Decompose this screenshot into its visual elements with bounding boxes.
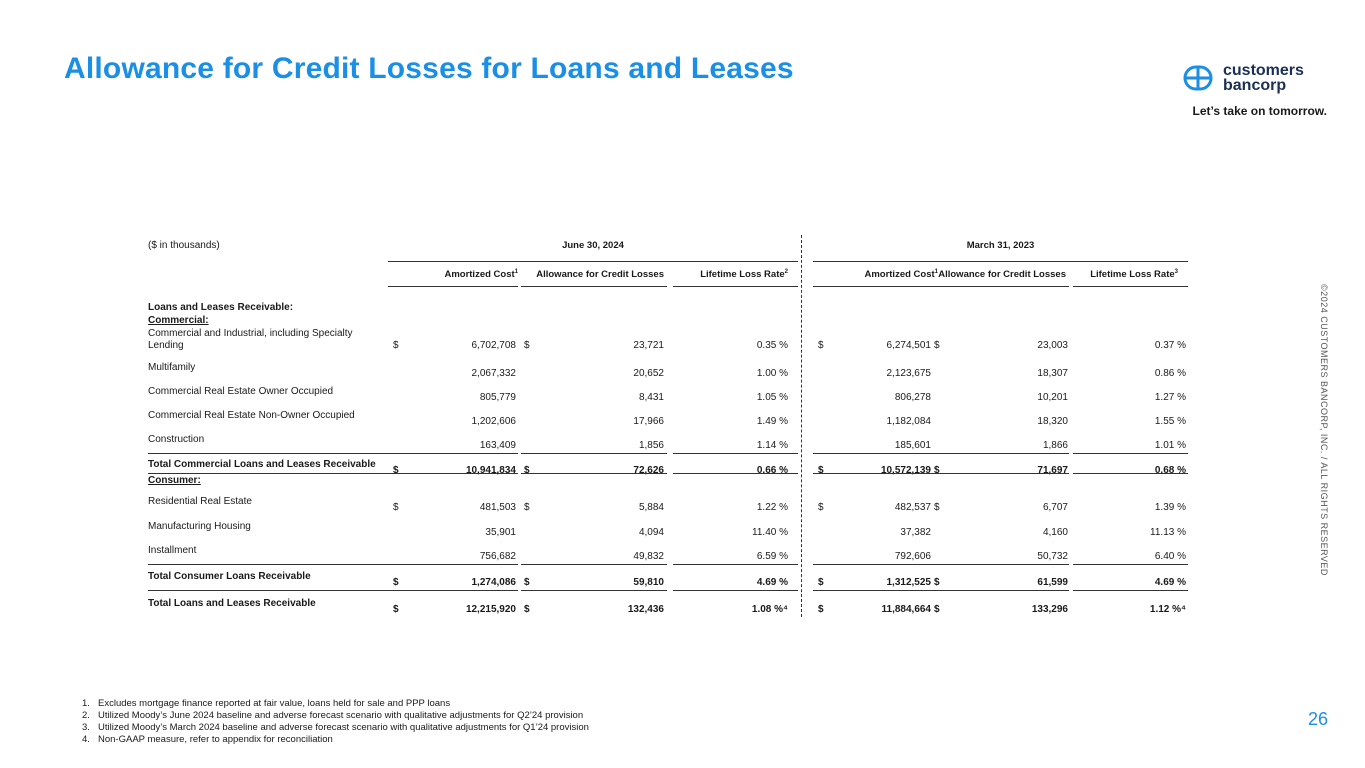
row-label: Total Commercial Loans and Leases Receivable <box>148 459 376 470</box>
cell-acl2: 133,296 <box>1031 604 1068 615</box>
cell-ac2: 2,123,675 <box>886 368 931 379</box>
cell-rate2: 1.55 % <box>1154 416 1186 427</box>
row-rule <box>813 590 938 591</box>
cell-acl1: 23,721 <box>633 340 664 351</box>
tagline: Let’s take on tomorrow. <box>1192 104 1327 118</box>
dollar-sign: $ <box>818 577 824 588</box>
cell-ac2: 11,884,664 <box>881 604 931 615</box>
header-rule <box>388 261 798 262</box>
row-rule <box>673 590 798 591</box>
footnote: 1. Excludes mortgage finance reported at fair value, loans held for sale and PPP loans <box>82 698 451 709</box>
dollar-sign: $ <box>393 577 399 588</box>
row-rule <box>1073 590 1188 591</box>
brand-logo <box>1183 63 1304 93</box>
col-amortized-cost-2: Amortized Cost$^1$ <box>864 269 938 281</box>
cell-ac1: 12,215,920 <box>465 604 516 615</box>
cell-rate2: 0.68 % <box>1154 465 1186 476</box>
row-rule <box>931 564 1069 565</box>
col-loss-rate-1: Lifetime Loss Rate$^2$ <box>700 269 788 281</box>
row-rule <box>931 453 1069 454</box>
dollar-sign: $ <box>934 340 940 351</box>
col-allowance-1: Allowance for Credit Losses <box>536 269 664 280</box>
dollar-sign: $ <box>524 340 530 351</box>
row-rule <box>1073 473 1188 474</box>
footnote: 4. Non-GAAP measure, refer to appendix for reconciliation <box>82 734 333 745</box>
cell-ac2: 792,606 <box>894 551 931 562</box>
row-rule <box>1073 564 1188 565</box>
footnote: 3. Utilized Moody’s March 2024 baseline and adverse forecast scenario with qualitative adjustments for Q1’24 provision <box>82 722 589 733</box>
cell-rate2: 4.69 % <box>1154 577 1186 588</box>
cell-rate1: 4.69 % <box>756 577 788 588</box>
row-rule <box>673 564 798 565</box>
dollar-sign: $ <box>818 465 824 476</box>
commercial-header: Commercial: <box>148 315 209 326</box>
cell-ac1: 805,779 <box>479 392 516 403</box>
cell-ac1: 1,202,606 <box>471 416 516 427</box>
cell-rate2: 1.12 %⁴ <box>1149 604 1186 615</box>
cell-ac2: 6,274,501 <box>886 340 931 351</box>
period2-header: March 31, 2023 <box>966 240 1035 251</box>
dollar-sign: $ <box>934 604 940 615</box>
cell-rate2: 1.39 % <box>1154 502 1186 513</box>
header-rule <box>813 261 1188 262</box>
footnote: 2. Utilized Moody’s June 2024 baseline and adverse forecast scenario with qualitative adjustments for Q2’24 provision <box>82 710 584 721</box>
cell-ac1: 10,941,834 <box>465 465 516 476</box>
brand-name-line2: bancorp <box>1223 77 1287 94</box>
cell-rate1: 6.59 % <box>756 551 788 562</box>
cell-rate1: 1.49 % <box>756 416 788 427</box>
header-rule <box>931 286 1069 287</box>
dollar-sign: $ <box>393 340 399 351</box>
cell-ac2: 1,182,084 <box>886 416 931 427</box>
row-rule <box>931 473 1069 474</box>
cell-ac2: 185,601 <box>894 440 931 451</box>
header-rule <box>673 286 798 287</box>
page-title: Allowance for Credit Losses for Loans and Leases <box>64 52 794 85</box>
cell-rate1: 1.14 % <box>756 440 788 451</box>
row-rule <box>813 473 938 474</box>
cell-acl1: 59,810 <box>633 577 664 588</box>
header-rule <box>813 286 938 287</box>
cell-rate2: 6.40 % <box>1154 551 1186 562</box>
cell-acl2: 71,697 <box>1037 465 1068 476</box>
row-rule <box>521 473 667 474</box>
cell-acl1: 132,436 <box>627 604 664 615</box>
cell-acl2: 4,160 <box>1042 527 1068 538</box>
header-rule <box>521 286 667 287</box>
row-rule <box>521 564 667 565</box>
row-label: Multifamily <box>148 362 196 373</box>
footnotes <box>82 698 589 746</box>
cell-rate2: 0.86 % <box>1154 368 1186 379</box>
cell-rate2: 0.37 % <box>1154 340 1186 351</box>
cell-ac2: 1,312,525 <box>886 577 931 588</box>
header-rule <box>1073 286 1188 287</box>
row-label: Construction <box>148 434 205 445</box>
section-header: Loans and Leases Receivable: <box>148 302 294 313</box>
cell-rate1: 1.08 %⁴ <box>751 604 788 615</box>
cell-acl1: 20,652 <box>633 368 664 379</box>
cell-acl1: 72,626 <box>633 465 664 476</box>
cell-ac1: 163,409 <box>479 440 516 451</box>
row-rule <box>148 473 518 474</box>
cell-acl1: 5,884 <box>638 502 664 513</box>
row-label: Commercial Real Estate Owner Occupied <box>148 386 334 397</box>
dollar-sign: $ <box>393 502 399 513</box>
row-rule <box>673 453 798 454</box>
cell-acl2: 10,201 <box>1037 392 1068 403</box>
cell-rate1: 0.66 % <box>756 465 788 476</box>
dollar-sign: $ <box>818 340 824 351</box>
brand-logo-icon <box>1183 63 1213 93</box>
dollar-sign: $ <box>393 465 399 476</box>
dollar-sign: $ <box>393 604 399 615</box>
dollar-sign: $ <box>934 502 940 513</box>
cell-rate2: 11.13 % <box>1150 527 1186 538</box>
row-rule <box>813 453 938 454</box>
cell-acl1: 8,431 <box>638 392 664 403</box>
row-label: Manufacturing Housing <box>148 521 251 532</box>
row-label: Commercial and Industrial, including Specialty Lending <box>148 328 353 351</box>
dollar-sign: $ <box>524 502 530 513</box>
row-rule <box>931 590 1069 591</box>
cell-ac1: 2,067,332 <box>471 368 516 379</box>
dollar-sign: $ <box>934 465 940 476</box>
row-rule <box>148 453 518 454</box>
cell-acl2: 23,003 <box>1037 340 1068 351</box>
dollar-sign: $ <box>818 502 824 513</box>
row-label: Residential Real Estate <box>148 496 252 507</box>
cell-ac1: 35,901 <box>485 527 516 538</box>
cell-acl2: 6,707 <box>1042 502 1068 513</box>
cell-acl1: 4,094 <box>638 527 664 538</box>
cell-rate2: 1.01 % <box>1154 440 1186 451</box>
brand-name-line1: customers <box>1223 62 1304 79</box>
row-rule <box>148 590 518 591</box>
row-rule <box>148 564 518 565</box>
cell-rate1: 1.05 % <box>756 392 788 403</box>
row-label: Commercial Real Estate Non-Owner Occupied <box>148 410 355 421</box>
cell-acl2: 50,732 <box>1037 551 1068 562</box>
cell-ac2: 10,572,139 <box>880 465 931 476</box>
cell-ac2: 806,278 <box>894 392 931 403</box>
cell-acl2: 61,599 <box>1037 577 1068 588</box>
cell-acl1: 49,832 <box>633 551 664 562</box>
col-loss-rate-2: Lifetime Loss Rate$^3$ <box>1090 269 1178 281</box>
col-allowance-2: Allowance for Credit Losses <box>938 269 1066 280</box>
cell-rate1: 1.22 % <box>756 502 788 513</box>
cell-acl1: 1,856 <box>638 440 664 451</box>
copyright-text: ©2024 CUSTOMERS BANCORP, INC. / ALL RIGHTS RESERVED <box>1319 284 1329 576</box>
row-rule <box>813 564 938 565</box>
header-rule <box>388 286 518 287</box>
cell-ac1: 756,682 <box>479 551 516 562</box>
cell-rate2: 1.27 % <box>1154 392 1186 403</box>
cell-rate1: 11.40 % <box>752 527 788 538</box>
row-rule <box>521 590 667 591</box>
cell-ac1: 1,274,086 <box>471 577 516 588</box>
dollar-sign: $ <box>934 577 940 588</box>
row-label: Installment <box>148 545 197 556</box>
row-rule <box>521 453 667 454</box>
dollar-sign: $ <box>818 604 824 615</box>
period1-header: June 30, 2024 <box>562 240 624 251</box>
cell-ac1: 481,503 <box>479 502 516 513</box>
row-rule <box>1073 453 1188 454</box>
cell-rate1: 1.00 % <box>756 368 788 379</box>
cell-acl2: 18,307 <box>1037 368 1068 379</box>
cell-rate1: 0.35 % <box>756 340 788 351</box>
cell-acl2: 18,320 <box>1037 416 1068 427</box>
dollar-sign: $ <box>524 577 530 588</box>
page-number: 26 <box>1307 709 1328 729</box>
unit-label: ($ in thousands) <box>148 240 220 251</box>
row-label: Total Loans and Leases Receivable <box>148 598 316 609</box>
cell-ac2: 482,537 <box>894 502 931 513</box>
cell-acl1: 17,966 <box>633 416 664 427</box>
row-label: Total Consumer Loans Receivable <box>148 571 311 582</box>
dollar-sign: $ <box>524 465 530 476</box>
dollar-sign: $ <box>524 604 530 615</box>
cell-ac2: 37,382 <box>900 527 931 538</box>
consumer-header: Consumer: <box>148 475 201 486</box>
col-amortized-cost-1: Amortized Cost$^1$ <box>444 269 518 281</box>
period-divider <box>801 235 802 617</box>
row-rule <box>673 473 798 474</box>
cell-ac1: 6,702,708 <box>471 340 516 351</box>
cell-acl2: 1,866 <box>1042 440 1068 451</box>
